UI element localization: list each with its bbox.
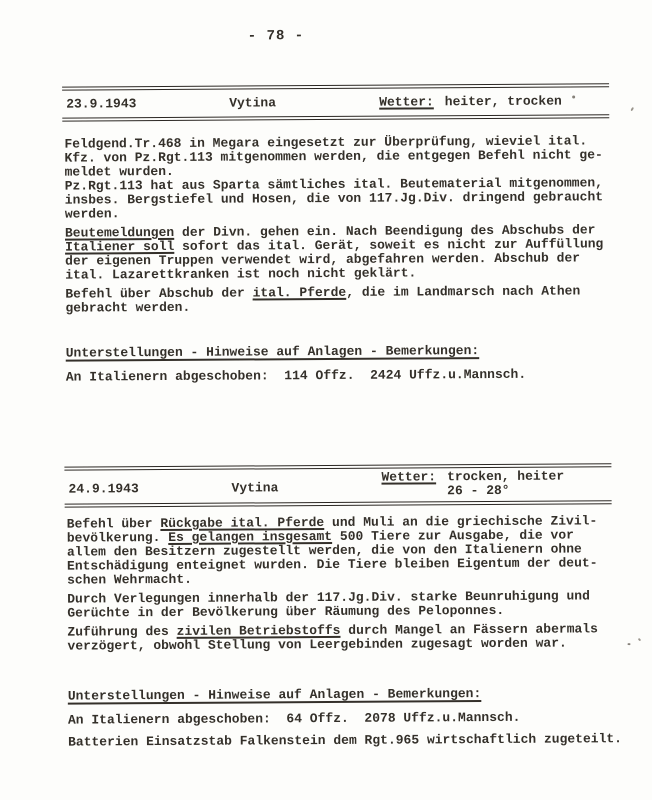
entry-weather (381, 470, 564, 499)
text-line: gebracht werden. (65, 299, 191, 316)
page-number: - 78 - (247, 28, 305, 45)
annex-lines-2 (68, 710, 622, 749)
weather-values (445, 95, 562, 110)
weather-label: Wetter: (381, 469, 437, 485)
annex-heading-1: Unterstellungen - Hinweise auf Anlagen - Bemerkungen: (65, 343, 480, 361)
annex-line: An Italienern abgeschoben: 114 Offz. 2424 Uffz.u.Mannsch. (65, 366, 527, 385)
text-line: Kfz. von Pz.Rgt.113 mitgenommen werden, die entgegen Befehl nicht ge- (64, 147, 603, 166)
entry-header-1 (62, 83, 609, 121)
annex-lines-1 (66, 368, 526, 385)
weather-value-line-2: 26 - 28° (447, 482, 510, 499)
text-line: der eigenen Truppen verwendet wird, abgefahren werden. Abschub der (65, 250, 581, 269)
text-line: insbes. Bergstiefel und Hosen, die von 117.Jg.Div. dringend gebraucht (64, 189, 604, 208)
weather-value-line-1: trocken, heiter (447, 468, 565, 485)
paragraph (67, 622, 633, 653)
entry-date: 23.9.1943 (66, 96, 137, 112)
text-line: Feldgend.Tr.468 in Megara eingesetzt zur Überprüfung, wieviel ital. (64, 133, 588, 152)
text-line: bevölkerung. Es gelangen insgesamt 500 Tiere zur Ausgabe, die vor (66, 527, 574, 546)
entry-header-2 (64, 463, 611, 507)
paragraph (67, 514, 633, 587)
text-line: meldet wurden. (64, 163, 174, 180)
weather-values (447, 470, 564, 499)
scan-speck (627, 643, 630, 645)
text-line: allem den Besitzern zugestellt werden, die von den Italienern ohne (66, 541, 582, 560)
text-line: schen Wehrmacht. (67, 571, 192, 588)
scan-speck (572, 95, 575, 98)
paragraph (65, 223, 631, 282)
weather-value-line-1: heiter, trocken (444, 93, 562, 110)
text-line: ital. Lazarettkranken ist noch nicht geklärt. (65, 265, 417, 283)
text-line: werden. (64, 206, 120, 222)
text-line: Pz.Rgt.113 hat aus Sparta sämtliches ital. Beutematerial mitgenommen, (64, 175, 604, 194)
paragraph (67, 589, 633, 620)
paragraph (65, 176, 631, 221)
text-line: Durch Verlegungen innerhalb der 117.Jg.Div. starke Beunruhigung und (67, 588, 590, 607)
text-line: Zuführung des zivilen Betriebstoffs durch Mangel an Fässern abermals (67, 621, 598, 640)
scan-speck (638, 638, 641, 642)
paragraph (65, 284, 631, 315)
entry-weather (379, 95, 562, 110)
scan-speck (630, 107, 634, 111)
entry-place: Vytina (231, 480, 279, 496)
annex-heading-2: Unterstellungen - Hinweise auf Anlagen - Bemerkungen: (67, 686, 482, 704)
text-line: Befehl über Rückgabe ital. Pferde und Muli an die griechische Zivil- (66, 513, 598, 532)
entry-header-row (62, 87, 609, 117)
weather-label: Wetter: (379, 94, 434, 110)
text-line: verzögert, obwohl Stellung von Leergebinden zugesagt worden war. (67, 635, 567, 654)
paragraph (64, 134, 630, 179)
entry-body-2 (67, 514, 634, 653)
text-line: Italiener soll sofort das ital. Gerät, soweit es nicht zur Auffüllung (65, 236, 604, 255)
text-line: Beutemeldungen der Divn. gehen ein. Nach Beendigung des Abschubs der (64, 222, 596, 241)
text-line: Gerüchte in der Bevölkerung über Räumung des Peloponnes. (67, 602, 505, 621)
annex-line: Batterien Einsatzstab Falkenstein dem Rgt.965 wirtschaftlich zugeteilt. (68, 731, 623, 750)
entry-place: Vytina (229, 95, 277, 111)
entry-header-row (64, 467, 611, 503)
entry-date: 24.9.1943 (68, 481, 139, 497)
annex-line: An Italienern abgeschoben: 64 Offz. 2078 Uffz.u.Mannsch. (67, 709, 521, 728)
text-line: Entschädigung enteignet wurden. Die Tiere bleiben Eigentum der deut- (66, 555, 598, 574)
entry-body-1 (64, 134, 631, 315)
text-line: Befehl über Abschub der ital. Pferde, die im Landmarsch nach Athen (65, 283, 581, 302)
